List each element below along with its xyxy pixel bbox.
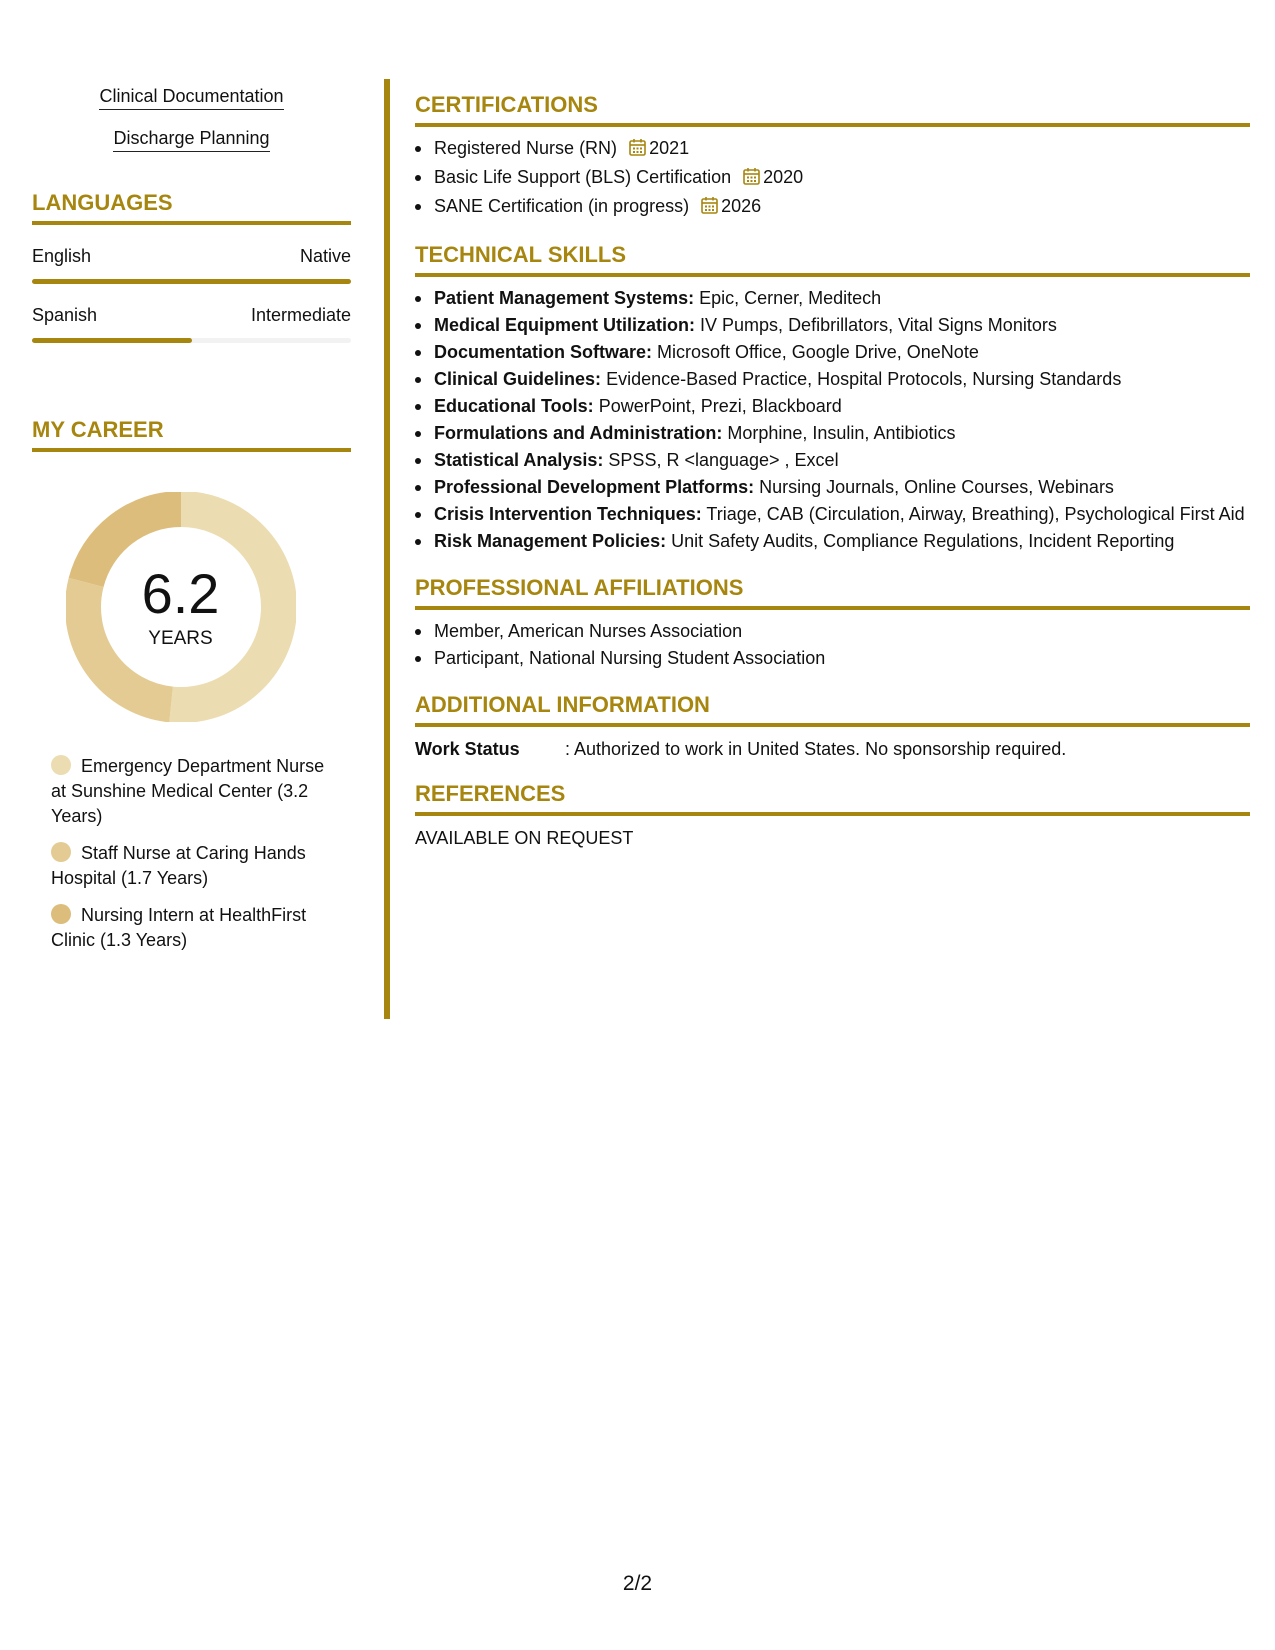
- skill-list: [32, 86, 351, 152]
- technical-skills-list: [415, 285, 1250, 555]
- language-proficiency-fill: [32, 279, 351, 284]
- language-level: Intermediate: [250, 305, 351, 325]
- career-donut-chart: [32, 492, 351, 722]
- language-proficiency-fill: [32, 338, 192, 343]
- main-content: [415, 92, 1250, 849]
- affiliations-heading: PROFESSIONAL AFFILIATIONS: [415, 575, 1250, 610]
- certification-item: SANE Certification (in progress) 2026: [415, 193, 1250, 222]
- calendar-icon: [701, 195, 718, 222]
- legend-dot: [51, 842, 71, 862]
- language-item: [32, 246, 351, 284]
- technical-skill-item: Statistical Analysis: SPSS, R <language> , Excel: [415, 447, 1250, 474]
- affiliations-list: [415, 618, 1250, 672]
- column-divider: [384, 79, 390, 1019]
- language-proficiency-bar: [32, 279, 351, 284]
- technical-skill-item: Formulations and Administration: Morphine, Insulin, Antibiotics: [415, 420, 1250, 447]
- technical-skill-item: Documentation Software: Microsoft Office, Google Drive, OneNote: [415, 339, 1250, 366]
- technical-skill-item: Patient Management Systems: Epic, Cerner, Meditech: [415, 285, 1250, 312]
- skill-tag: Discharge Planning: [32, 128, 351, 152]
- affiliation-item: Participant, National Nursing Student Association: [415, 645, 1250, 672]
- references-text: AVAILABLE ON REQUEST: [415, 828, 634, 848]
- career-heading: MY CAREER: [32, 417, 351, 452]
- certification-item: Basic Life Support (BLS) Certification 2020: [415, 164, 1250, 193]
- career-legend-item: Nursing Intern at HealthFirst Clinic (1.3 Years): [51, 905, 307, 950]
- technical-skill-item: Clinical Guidelines: Evidence-Based Practice, Hospital Protocols, Nursing Standards: [415, 366, 1250, 393]
- technical-skill-item: Medical Equipment Utilization: IV Pumps, Defibrillators, Vital Signs Monitors: [415, 312, 1250, 339]
- career-legend-item: Emergency Department Nurse at Sunshine Medical Center (3.2 Years): [51, 756, 325, 826]
- work-status-value: : Authorized to work in United States. No sponsorship required.: [565, 739, 1067, 759]
- technical-skill-item: Professional Development Platforms: Nursing Journals, Online Courses, Webinars: [415, 474, 1250, 501]
- technical-skill-item: Crisis Intervention Techniques: Triage, CAB (Circulation, Airway, Breathing), Psychological First Aid: [415, 501, 1250, 528]
- certification-item: Registered Nurse (RN) 2021: [415, 135, 1250, 164]
- language-item: [32, 305, 351, 343]
- page-number: 2/2: [622, 1572, 653, 1595]
- language-level: Native: [299, 246, 351, 266]
- work-status-label: Work Status: [415, 739, 520, 759]
- languages-heading: LANGUAGES: [32, 190, 351, 225]
- additional-info-heading: ADDITIONAL INFORMATION: [415, 692, 1250, 727]
- sidebar: [32, 86, 351, 965]
- career-unit: YEARS: [148, 628, 213, 649]
- legend-dot: [51, 904, 71, 924]
- affiliation-item: Member, American Nurses Association: [415, 618, 1250, 645]
- language-proficiency-bar: [32, 338, 351, 343]
- legend-dot: [51, 755, 71, 775]
- career-legend: [32, 754, 332, 953]
- references-heading: REFERENCES: [415, 781, 1250, 816]
- calendar-icon: [629, 137, 646, 164]
- technical-skill-item: Risk Management Policies: Unit Safety Audits, Compliance Regulations, Incident Reporting: [415, 528, 1250, 555]
- skill-tag: Clinical Documentation: [32, 86, 351, 110]
- technical-skills-heading: TECHNICAL SKILLS: [415, 242, 1250, 277]
- certifications-heading: CERTIFICATIONS: [415, 92, 1250, 127]
- work-status-row: [415, 737, 1250, 761]
- career-legend-item: Staff Nurse at Caring Hands Hospital (1.7 Years): [51, 843, 306, 888]
- certifications-list: [415, 135, 1250, 222]
- calendar-icon: [743, 166, 760, 193]
- language-name: English: [32, 246, 92, 266]
- career-total: 6.2: [141, 562, 220, 625]
- technical-skill-item: Educational Tools: PowerPoint, Prezi, Blackboard: [415, 393, 1250, 420]
- language-name: Spanish: [32, 305, 98, 325]
